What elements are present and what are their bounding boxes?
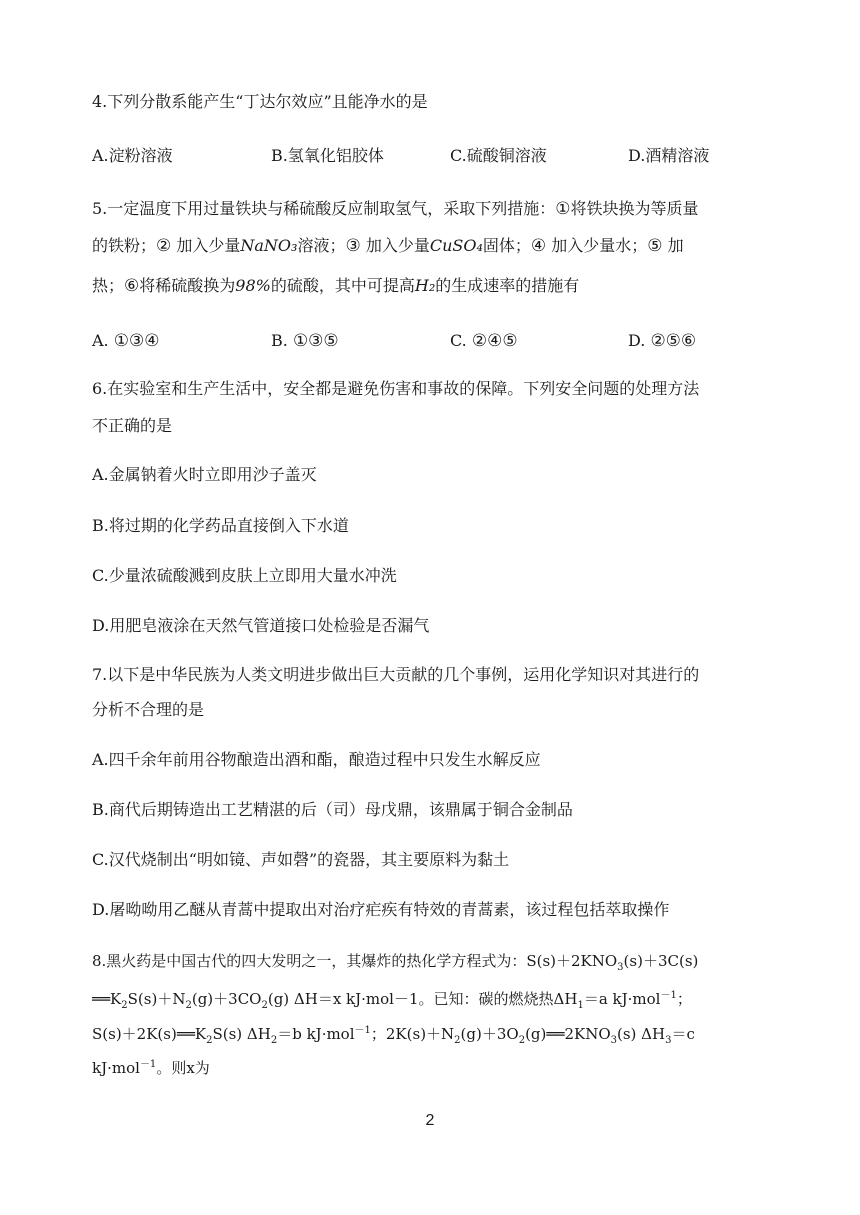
cuso4-formula: CuSO₄ [429,236,483,255]
circled-3-icon: ③ [345,236,361,256]
q8-line-4: kJ·mol$^{-1}$。则x为 [92,1059,210,1077]
percent-value: 98% [235,276,271,295]
nano3-formula: NaNO₃ [240,236,298,255]
q7-stem-line-2: 分析不合理的是 [92,700,205,719]
q5-line-2: 的铁粉；② 加入少量NaNO₃溶液；③ 加入少量CuSO₄固体；④ 加入少量水；⑤ 加 [92,236,684,256]
q5-option-b: B. ①③⑤ [271,331,339,351]
q4-option-c: C.硫酸铜溶液 [450,146,547,165]
circled-2-icon: ② [156,236,172,256]
page-number: 2 [425,1112,435,1129]
q5-line-1: 5.一定温度下用过量铁块与稀硫酸反应制取氢气，采取下列措施：①将铁块换为等质量 [92,199,699,219]
q4-stem: 4.下列分散系能产生“丁达尔效应”且能净水的是 [92,92,428,111]
q8-line-3: $S(s)+2K(s)══K_2S(s)$ $\Delta H_2=b$ kJ·mol$^{-1}$；$2K(s)+N_2(g)+3O_2(g)══2KNO_3(s)$ $\Delta H_3=c$ [92,1025,695,1046]
q8-line-2: $══K_2S(s)+N_2(g)+3CO_2(g)$ ΔH＝x kJ·mol－1。已知：碳的燃烧热$\Delta H_1=a$ kJ·mol$^{-1}$； [92,990,692,1011]
circled-1-icon: ① [555,199,571,219]
circled-6-icon: ⑥ [124,276,140,296]
q7-option-c: C.汉代烧制出“明如镜、声如磬”的瓷器，其主要原料为黏土 [92,850,510,869]
q6-option-d: D.用肥皂液涂在天然气管道接口处检验是否漏气 [92,616,430,635]
q6-option-b: B.将过期的化学药品直接倒入下水道 [92,516,349,535]
q5-option-a: A. ①③④ [92,331,160,351]
q5-option-c: C. ②④⑤ [450,331,518,351]
q6-stem-line-2: 不正确的是 [92,416,173,435]
q6-stem-line-1: 6.在实验室和生产生活中，安全都是避免伤害和事故的保障。下列安全问题的处理方法 [92,379,700,398]
q7-option-b: B.商代后期铸造出工艺精湛的后（司）母戊鼎，该鼎属于铜合金制品 [92,800,573,819]
q7-stem-line-1: 7.以下是中华民族为人类文明进步做出巨大贡献的几个事例，运用化学知识对其进行的 [92,665,700,684]
q4-option-d: D.酒精溶液 [628,146,710,165]
q4-option-b: B.氢氧化铝胶体 [271,146,384,165]
q6-option-a: A.金属钠着火时立即用沙子盖灭 [92,465,317,484]
circled-4-icon: ④ [530,236,547,256]
q8-line-1: 8.黑火药是中国古代的四大发明之一，其爆炸的热化学方程式为：$S(s)+2KNO_3(s)+3C(s)$ [92,952,699,973]
circled-5-icon: ⑤ [647,236,663,256]
q5-option-d: D. ②⑤⑥ [628,331,697,351]
q4-option-a: A.淀粉溶液 [92,146,173,165]
q6-option-c: C.少量浓硫酸溅到皮肤上立即用大量水冲洗 [92,566,397,585]
q7-option-d: D.屠呦呦用乙醚从青蒿中提取出对治疗疟疾有特效的青蒿素，该过程包括萃取操作 [92,900,670,919]
h2-formula: H₂ [414,276,436,295]
q7-option-a: A.四千余年前用谷物酿造出酒和酯，酿造过程中只发生水解反应 [92,750,541,769]
q5-line-3: 热；⑥将稀硫酸换为98%的硫酸，其中可提高H₂的生成速率的措施有 [92,276,580,296]
